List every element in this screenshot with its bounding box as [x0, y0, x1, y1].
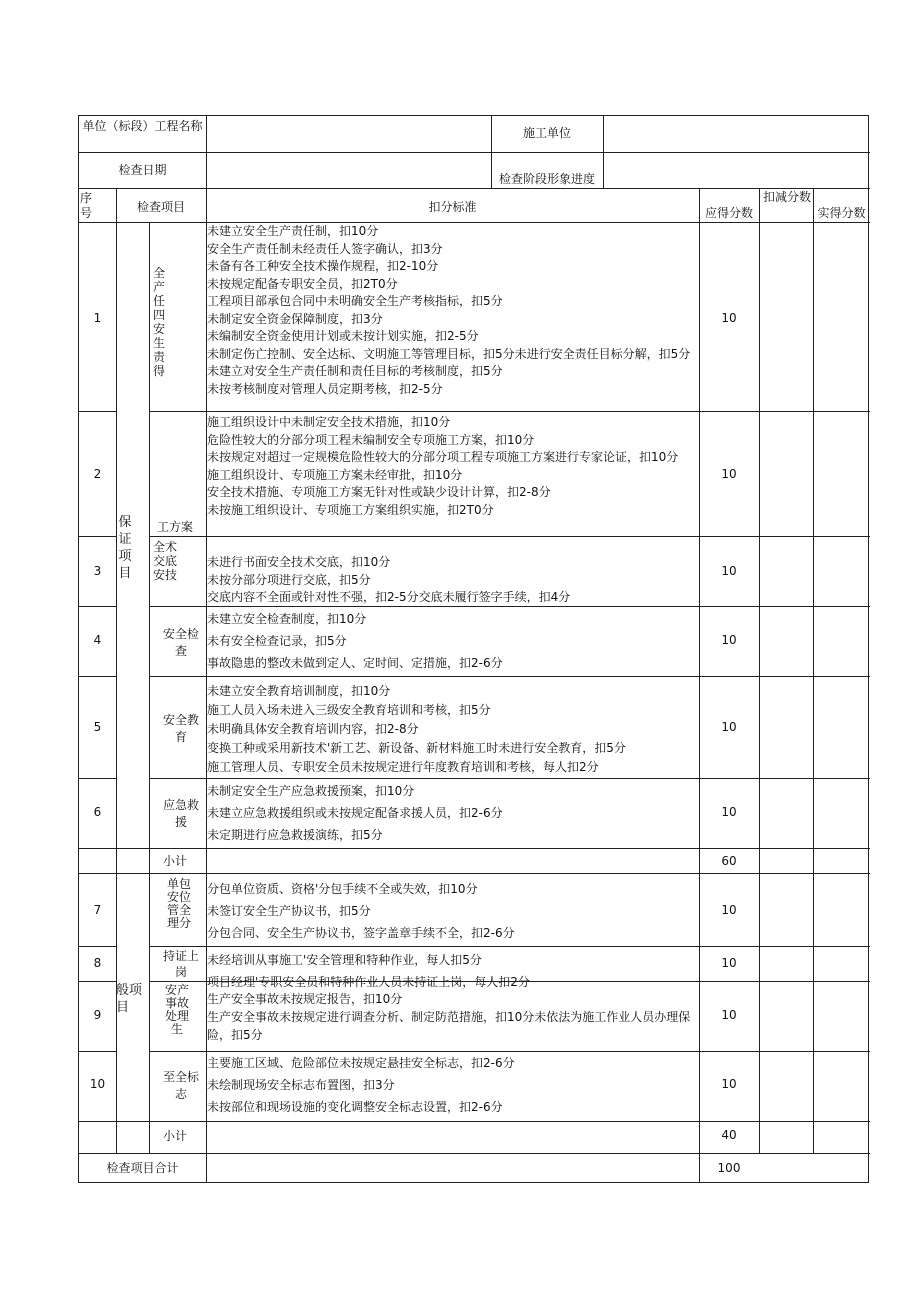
col-criteria: 扣分标准	[428, 200, 477, 214]
row-2-seq: 2	[93, 467, 102, 481]
row-9-item: 安产事故处理生	[164, 983, 189, 1036]
row-4-seq: 4	[93, 633, 102, 647]
criterion: 未签订安全生产协议书，扣5分	[207, 904, 371, 918]
row-4-criteria	[207, 608, 699, 676]
criterion: 未有安全检查记录，扣5分	[207, 634, 347, 648]
criterion: 主要施工区域、危险部位未按规定悬挂安全标志，扣2-6分	[207, 1056, 515, 1070]
row-9-score: 10	[721, 1008, 737, 1022]
criterion: 事故隐患的整改未做到定人、定时间、定措施，扣2-6分	[207, 656, 503, 670]
criterion: 未按考核制度对管理人员定期考核，扣2-5分	[207, 381, 443, 396]
row-6-score: 10	[721, 805, 737, 819]
row-1-score: 10	[721, 311, 737, 325]
total-score: 100	[717, 1161, 741, 1175]
criterion: 未定期进行应急救援演练，扣5分	[207, 828, 383, 842]
construction-unit-label: 施工单位	[522, 126, 571, 140]
row-5-score: 10	[721, 720, 737, 734]
criterion: 工程项目部承包合同中未明确安全生产考核指标，扣5分	[207, 294, 503, 308]
criterion: 未按分部分项进行交底，扣5分	[207, 572, 371, 587]
criterion: 未制定安全资金保障制度，扣3分	[207, 311, 383, 326]
criterion: 未建立安全生产责任制，扣10分	[207, 224, 379, 238]
col-item: 检查项目	[136, 200, 185, 214]
check-date-label: 检查日期	[118, 163, 167, 177]
row-1-item: 全产任四安生责得	[152, 266, 165, 378]
group-general: 般项目	[116, 983, 143, 1015]
row-10-score: 10	[721, 1077, 737, 1091]
criterion: 施工人员入场未进入三级安全教育培训和考核，扣5分	[207, 703, 491, 717]
criterion: 未进行书面安全技术交底，扣10分	[207, 555, 391, 569]
criterion: 施工组织设计中未制定安全技术措施，扣10分	[207, 415, 451, 429]
row-7-criteria	[207, 878, 699, 946]
col-actual: 实得分数	[817, 206, 866, 220]
criterion: 未建立安全教育培训制度，扣10分	[207, 684, 391, 698]
criterion: 安全生产责任制未经责任人签字确认，扣3分	[207, 241, 443, 256]
row-10-item: 至全标志	[162, 1070, 199, 1101]
criterion: 未备有各工种安全技术操作规程，扣2-10分	[207, 259, 439, 273]
row-3-score: 10	[721, 564, 737, 578]
criterion: 未绘制现场安全标志布置图，扣3分	[207, 1078, 395, 1092]
row-10-criteria	[207, 1052, 699, 1120]
col-due-score: 应得分数	[704, 206, 753, 220]
row-7-item: 单包安位管全理分	[166, 877, 191, 930]
criterion: 未按施工组织设计、专项施工方案组织实施，扣2T0分	[207, 502, 494, 517]
total-label: 检查项目合计	[106, 1161, 179, 1175]
row-3-seq: 3	[93, 564, 102, 578]
row-9-seq: 9	[93, 1008, 102, 1022]
col-deduction: 扣减分数	[763, 190, 812, 204]
row-2-score: 10	[721, 467, 737, 481]
criterion: 未制定伤亡控制、安全达标、文明施工等管理目标，扣5分未进行安全责任目标分解，扣5分	[207, 346, 691, 361]
row-3-criteria	[207, 554, 699, 606]
row-5-item: 安全教育	[162, 713, 199, 744]
criterion: 未按规定配备专职安全员，扣2T0分	[207, 276, 398, 291]
row-6-seq: 6	[93, 805, 102, 819]
criterion: 未按规定对超过一定规模危险性较大的分部分项工程专项施工方案进行专家论证，扣10分	[207, 450, 679, 464]
row-7-seq: 7	[93, 903, 102, 917]
row-8-score: 10	[721, 956, 737, 970]
criterion: 未编制安全资金使用计划或未按计划实施，扣2-5分	[207, 329, 479, 343]
criterion: 安全技术措施、专项施工方案无针对性或缺少设计计算，扣2-8分	[207, 485, 551, 499]
row-5-criteria	[207, 682, 699, 778]
unit-project-label: 单位（标段）工程名称	[82, 119, 203, 133]
criterion: 未明确具体安全教育培训内容，扣2-8分	[207, 722, 419, 736]
criterion: 变换工种或采用新技术'新工艺、新设备、新材料施工时未进行安全教育，扣5分	[207, 741, 626, 755]
row-9-criteria	[207, 990, 699, 1048]
row-2-criteria	[207, 414, 699, 536]
criterion: 交底内容不全面或针对性不强，扣2-5分交底未履行签字手续，扣4分	[207, 590, 571, 604]
row-8-criteria	[207, 949, 699, 989]
criterion: 未建立应急救援组织或未按规定配备求援人员，扣2-6分	[207, 806, 503, 820]
row-3-item: 全术交底安技	[152, 540, 177, 582]
row-10-seq: 10	[89, 1077, 106, 1091]
subtotal-1-label: 小计	[163, 854, 188, 868]
row-8-seq: 8	[93, 956, 102, 970]
criterion: 未按部位和现场设施的变化调整安全标志设置，扣2-6分	[207, 1100, 503, 1114]
row-6-criteria	[207, 780, 699, 848]
row-1-seq: 1	[93, 311, 102, 325]
subtotal-2-label: 小计	[163, 1129, 188, 1143]
criterion: 生产安全事故未按规定报告，扣10分	[207, 992, 403, 1006]
subtotal-1-score: 60	[721, 854, 737, 868]
subtotal-2-score: 40	[721, 1128, 737, 1142]
row-1-criteria	[207, 223, 699, 411]
row-5-seq: 5	[93, 720, 102, 734]
col-seq: 序号	[79, 191, 92, 220]
row-4-item: 安全检查	[162, 627, 199, 658]
criterion: 施工管理人员、专职安全员未按规定进行年度教育培训和考核，每人扣2分	[207, 760, 599, 774]
row-2-item: 工方案	[157, 520, 194, 534]
criterion: 分包单位资质、资格'分包手续不全或失效，扣10分	[207, 882, 478, 896]
criterion: 分包合同、安全生产协议书，签字盖章手续不全，扣2-6分	[207, 926, 515, 940]
row-6-item: 应急救援	[162, 798, 199, 829]
criterion: 未建立对安全生产责任制和责任目标的考核制度，扣5分	[207, 364, 503, 378]
group-guarantee: 保证项目	[118, 515, 132, 581]
inspection-table	[78, 115, 869, 1183]
row-8-item: 持证上岗	[162, 949, 199, 979]
criterion: 危险性较大的分部分项工程未编制安全专项施工方案，扣10分	[207, 432, 535, 447]
row-4-score: 10	[721, 633, 737, 647]
criterion: 未经培训从事施工'安全管理和特种作业，每人扣5分	[207, 953, 482, 967]
criterion: 项目经理'专职安全员和特种作业人员未持证上岗，每人扣2分	[207, 975, 530, 989]
row-7-score: 10	[721, 903, 737, 917]
criterion: 生产安全事故未按规定进行调查分析、制定防范措施，扣10分未依法为施工作业人员办理保险，扣5分	[207, 1010, 691, 1042]
stage-progress-label: 检查阶段形象进度	[498, 172, 595, 186]
criterion: 施工组织设计、专项施工方案未经审批，扣10分	[207, 467, 463, 482]
criterion: 未建立安全检查制度，扣10分	[207, 612, 367, 626]
criterion: 未制定安全生产应急救援预案，扣10分	[207, 784, 415, 798]
